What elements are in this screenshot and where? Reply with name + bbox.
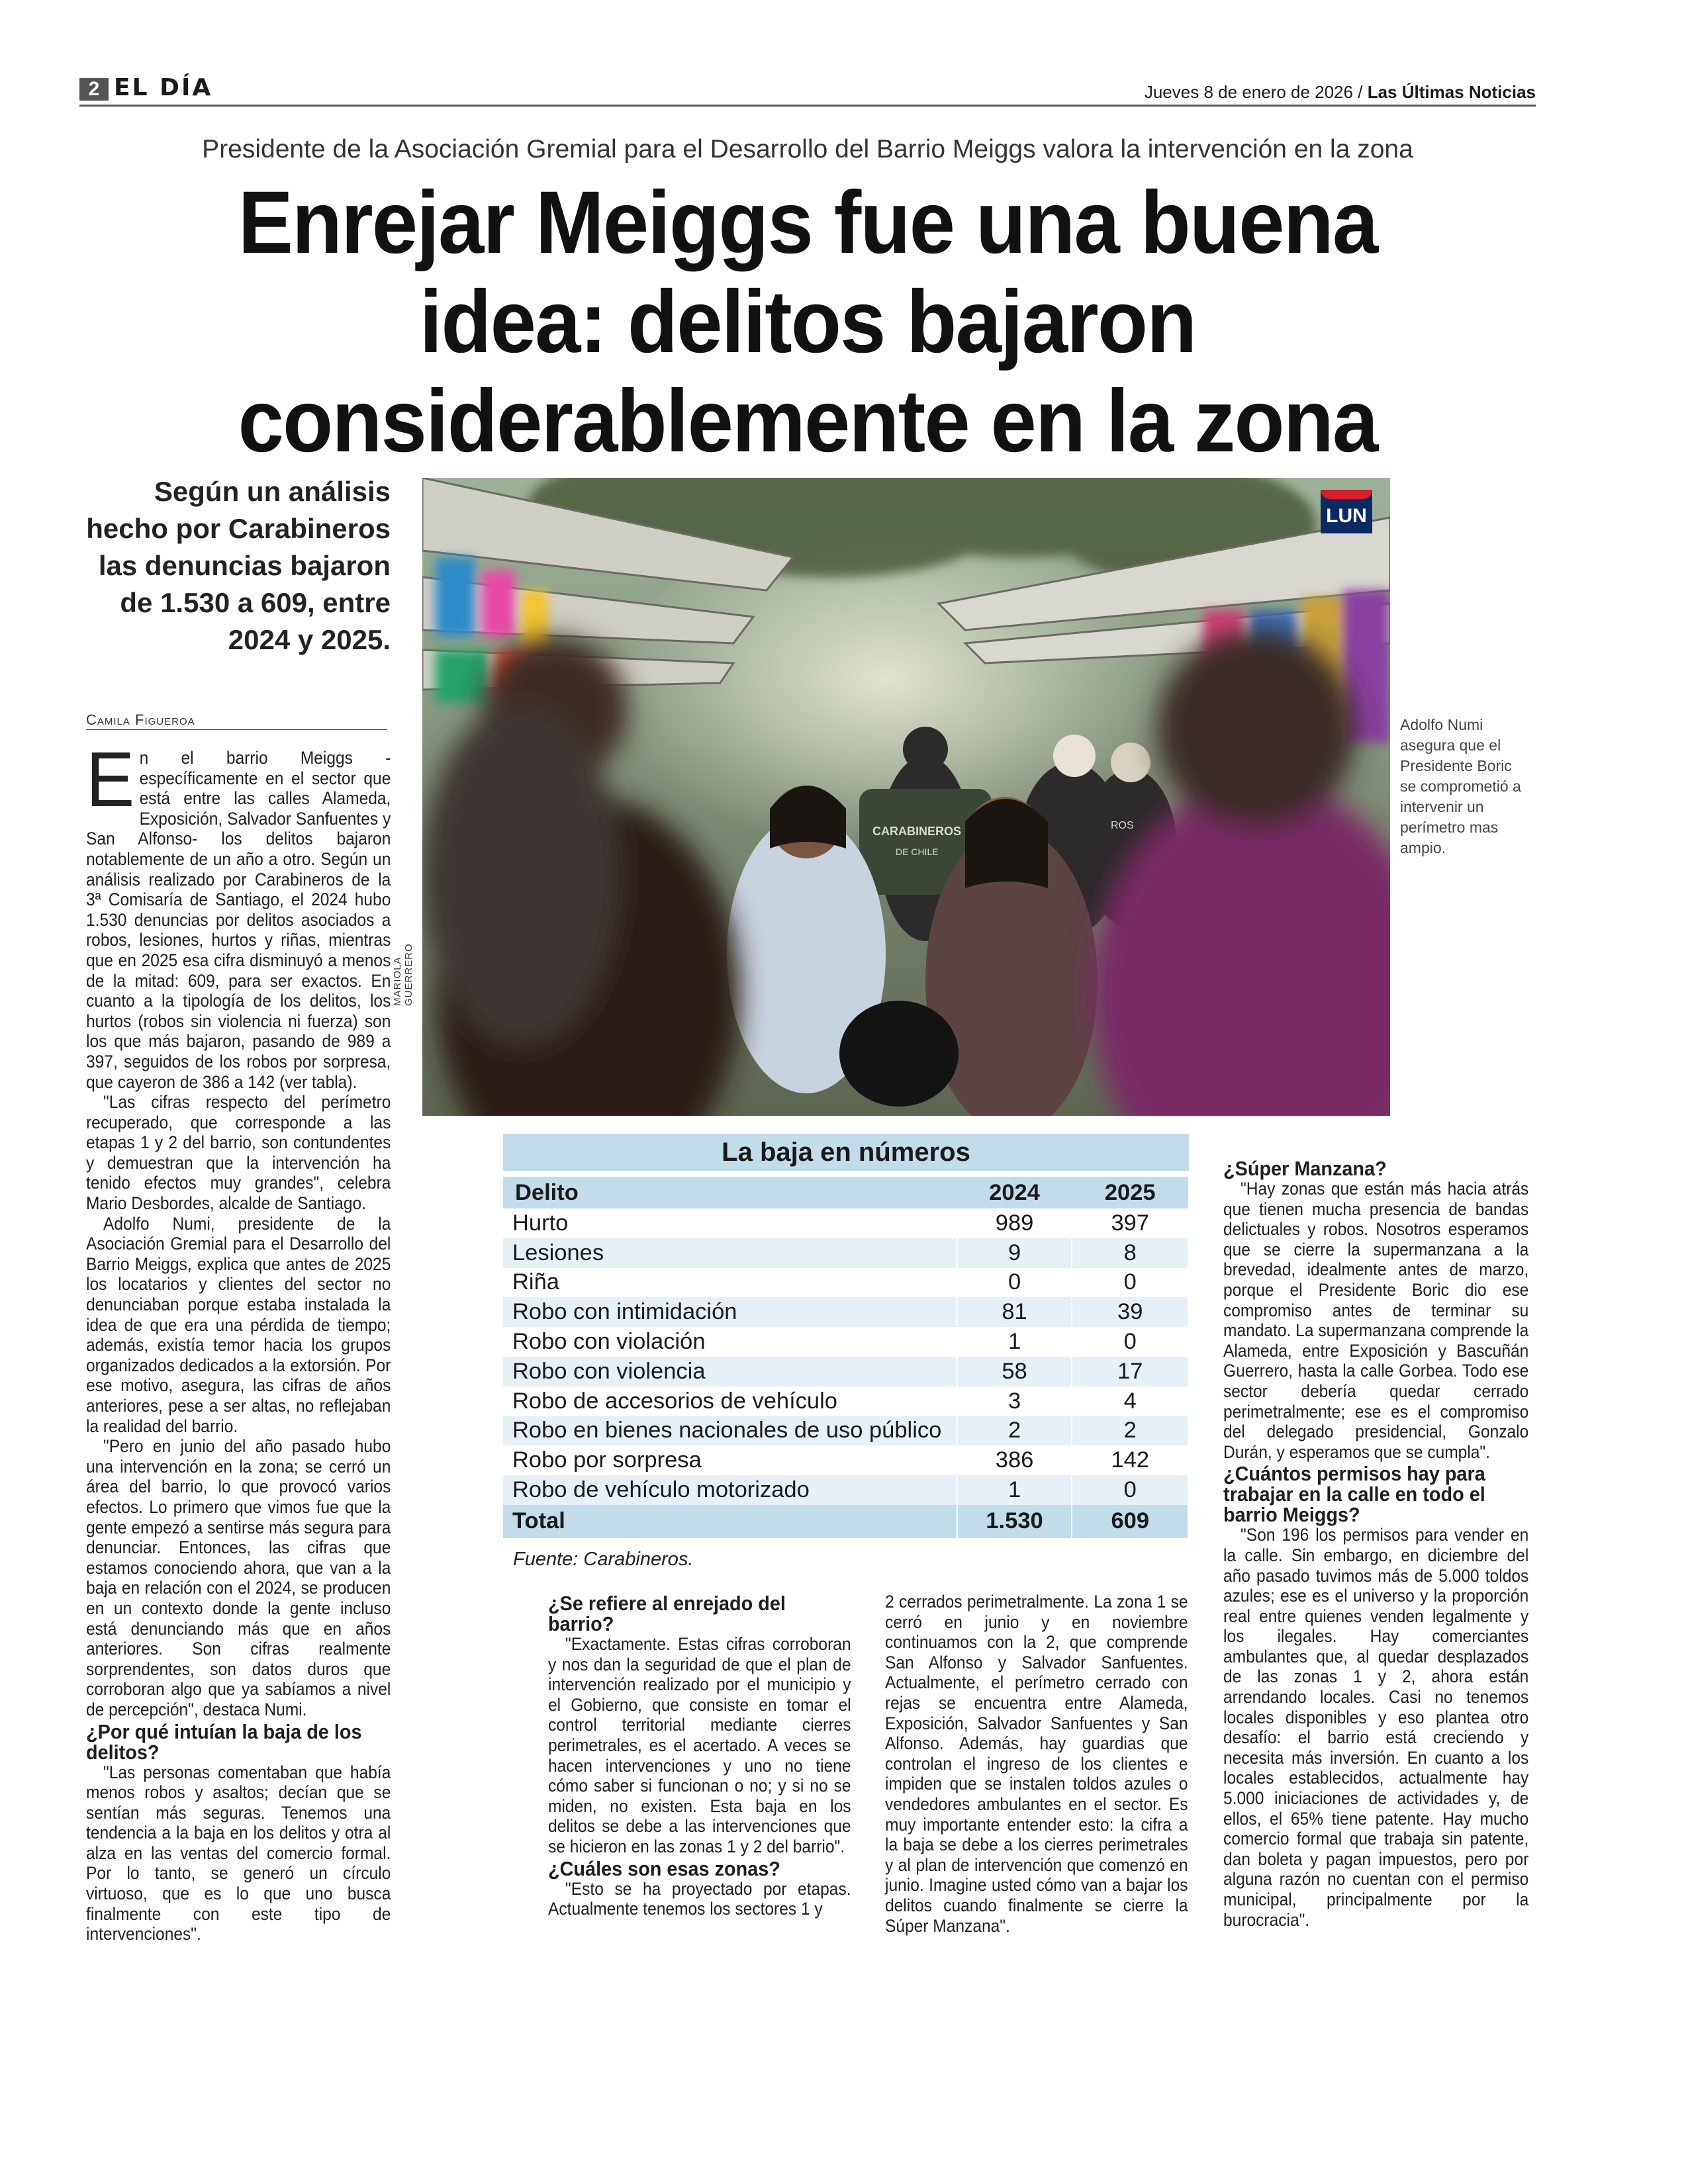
lun-logo [1321, 490, 1372, 533]
article-column-3 [885, 1592, 1188, 1936]
article-column-4 [1223, 1157, 1528, 1930]
column-header: 2024 [957, 1177, 1072, 1208]
table-cell-2025: 4 [1072, 1387, 1188, 1416]
vest-label: CARABINEROS [872, 825, 962, 838]
column-header: 2025 [1072, 1177, 1188, 1208]
article-paragraph: "Exactamente. Estas cifras corroboran y nos dan la seguridad de que el plan de intervención realizado por el municipio y el Gobierno, que consiste en tomar el control territorial mediante cierres perimetrales, es el acertado. A veces se hacen intervenciones y uno no tiene cómo saber si funcionan o no; y si no se miden, no existen. Esta baja en los delitos se debe a las intervenciones que se hicieron en las zonas 1 y 2 del barrio". [548, 1634, 851, 1856]
page-number: 2 [79, 78, 109, 101]
article-paragraph: "Las personas comentaban que había menos robos y asaltos; decían que se sentían más seguras. Tenemos una tendencia a la baja en los delitos y otra al alza en las ventas del comercio formal. Por lo tanto, se generó un círculo virtuoso, que es lo que uno busca finalmente con este tipo de intervenciones". [86, 1762, 391, 1944]
table-cell-2024: 1 [957, 1475, 1072, 1505]
article-headline: Enrejar Meiggs fue una buena idea: delitos bajaron considerablemente en la zona [238, 173, 1378, 471]
article-dek: Según un análisis hecho por Carabineros las denuncias bajaron de 1.530 a 609, entre 2024 y 2025. [86, 476, 391, 655]
table-cell-2025: 0 [1072, 1327, 1188, 1357]
table-row [503, 1445, 1188, 1475]
crime-stats-table [503, 1177, 1189, 1538]
table-title: La baja en números [503, 1134, 1189, 1171]
publication-name: Las Últimas Noticias [1367, 82, 1536, 102]
table-source: Fuente: Carabineros. [513, 1549, 694, 1570]
table-row [503, 1297, 1188, 1327]
table-cell-2024: 1 [957, 1327, 1072, 1357]
article-paragraph: "Son 196 los permisos para vender en la calle. Sin embargo, en diciembre del año pasado tuvimos más de 5.000 toldos azules; ese es el universo y la proporción real entre quienes venden legalmente y los ilegales. Hay comerciantes ambulantes que, al quedar desplazados de las zonas 1 y 2, ahora están arrendando locales. Casi no tenemos locales disponibles y eso plantea otro desafío: el barrio está creciendo y necesita más inversión. En cuanto a los locales establecidos, actualmente hay 5.000 iniciaciones de actividades y, de ellos, el 65% tiene patente. Hay mucho comercio formal que trabaja sin patente, dan boleta y pagan impuestos, pero por alguna razón no cuentan con el permiso municipal, principalmente por la burocracia". [1223, 1525, 1529, 1930]
table-cell-2025: 39 [1072, 1297, 1188, 1327]
article-column-1 [86, 736, 391, 1944]
table-row [503, 1357, 1188, 1387]
byline [86, 711, 195, 729]
interview-question: ¿Cuáles son esas zonas? [548, 1856, 780, 1880]
table-row [503, 1208, 1188, 1238]
table-cell-crime: Robo en bienes nacionales de uso público [503, 1416, 957, 1446]
table-row [503, 1238, 1188, 1268]
header-dateline [1059, 82, 1536, 103]
table-cell-crime: Robo con violación [503, 1327, 957, 1357]
market-photo [422, 478, 1390, 1116]
table-total-value: 609 [1072, 1505, 1188, 1538]
article-paragraph: Adolfo Numi, presidente de la Asociación Gremial para el Desarrollo del Barrio Meiggs, explica que antes de 2025 los locatarios y clientes del sector no denunciaban porque estaba instalada la idea de que era una pérdida de tiempo; además, existía temor hacia los grupos organizados dedicados a la extorsión. Por ese motivo, asegura, las cifras de años anteriores, pese a ser altas, no reflejaban la realidad del barrio. [86, 1213, 391, 1436]
byline-rule [86, 729, 387, 730]
table-cell-crime: Lesiones [503, 1238, 957, 1268]
table-header-row [503, 1177, 1188, 1208]
article-kicker: Presidente de la Asociación Gremial para el Desarrollo del Barrio Meiggs valora la intervención en la zona [202, 135, 1413, 163]
table-cell-crime: Hurto [503, 1208, 957, 1238]
table-row [503, 1387, 1188, 1416]
table-cell-2024: 2 [957, 1416, 1072, 1446]
table-cell-crime: Robo con intimidación [503, 1297, 957, 1327]
interview-question: ¿Por qué intuían la baja de los delitos? [86, 1719, 362, 1764]
column-header: Delito [503, 1177, 957, 1208]
header-separator: / [1358, 82, 1363, 102]
table-row [503, 1268, 1188, 1298]
table-cell-2025: 0 [1072, 1475, 1188, 1505]
photo-caption: Adolfo Numi asegura que el Presidente Boric se comprometió a intervenir un perímetro mas ampio. [1400, 716, 1521, 856]
interview-question: ¿Se refiere al enrejado del barrio? [548, 1592, 786, 1635]
table-cell-2025: 2 [1072, 1416, 1188, 1446]
table-cell-2024: 3 [957, 1387, 1072, 1416]
header-date: Jueves 8 de enero de 2026 [1144, 82, 1353, 102]
table-cell-2025: 397 [1072, 1208, 1188, 1238]
article-column-2 [548, 1592, 851, 1919]
market-scene-illustration [422, 478, 1390, 1116]
interview-question: ¿Súper Manzana? [1223, 1157, 1387, 1180]
table-cell-2024: 9 [957, 1238, 1072, 1268]
lun-logo-red-bar [1321, 490, 1372, 499]
lun-logo-text: LUN [1326, 505, 1367, 527]
table-cell-2025: 0 [1072, 1268, 1188, 1298]
vest-label: DE CHILE [896, 846, 939, 857]
table-cell-crime: Robo de vehículo motorizado [503, 1475, 957, 1505]
article-paragraph: 2 cerrados perimetralmente. La zona 1 se cerró en junio y en noviembre continuamos con la 2, que comprende San Alfonso y Salvador Sanfuentes. Actualmente, el perímetro cerrado con rejas se encuentra entre Alameda, Exposición, Salvador Sanfuentes y San Alfonso. Además, hay guardias que controlan el ingreso de los clientes e impiden que se instalen toldos azules o vendedores ambulantes en el sector. Es muy importante entender esto: la cifra a la baja se debe a los cierres perimetrales y al plan de intervención que comenzó en junio. Imagine usted cómo van a bajar los delitos cuando finalmente se cierre la Súper Manzana". [885, 1592, 1188, 1936]
table-row [503, 1475, 1188, 1505]
table-total-value: 1.530 [957, 1505, 1072, 1538]
table-row [503, 1416, 1188, 1446]
table-cell-crime: Robo por sorpresa [503, 1445, 957, 1475]
table-cell-2024: 386 [957, 1445, 1072, 1475]
table-row [503, 1327, 1188, 1357]
table-total-row [503, 1505, 1188, 1538]
table-cell-crime: Robo de accesorios de vehículo [503, 1387, 957, 1416]
article-paragraph: "Las cifras respecto del perímetro recuperado, que corresponde a las etapas 1 y 2 del barrio, son contundentes y demuestran que la intervención ha tenido efectos muy grandes", celebra Mario Desbordes, alcalde de Santiago. [86, 1092, 391, 1214]
article-paragraph: n el barrio Meiggs -específicamente en el sector que está entre las calles Alameda, Exposición, Salvador Sanfuentes y San Alfonso- los delitos bajaron notablemente de un año a otro. Según un análisis realizado por Carabineros de la 3ª Comisaría de Santiago, el 2024 hubo 1.530 denuncias por delitos asociados a robos, lesiones, hurtos y riñas, mientras que en 2025 esa cifra disminuyó a menos de la mitad: 609, para ser exactos. En cuanto a la tipología de los delitos, los hurtos (robos sin violencia ni fuerza) son los que más bajaron, pasando de 989 a 397, seguidos de los robos por sorpresa, que cayeron de 386 a 142 (ver tabla). [86, 748, 391, 1092]
table-cell-2024: 0 [957, 1268, 1072, 1298]
vest-label: ROS [1111, 820, 1134, 831]
header-rule [79, 105, 1536, 107]
table-cell-crime: Riña [503, 1268, 957, 1298]
drop-cap: E [86, 736, 135, 823]
table-total-label: Total [503, 1505, 957, 1538]
table-cell-2025: 142 [1072, 1445, 1188, 1475]
table-cell-2024: 58 [957, 1357, 1072, 1387]
byline-name: Camila Figueroa [86, 711, 195, 728]
table-cell-2025: 8 [1072, 1238, 1188, 1268]
article-paragraph: "Pero en junio del año pasado hubo una intervención en la zona; se cerró un área del barrio, lo que provocó varios efectos. Lo primero que vimos fue que la gente empezó a sentirse más segura para denunciar. Entonces, las cifras que estamos conociendo ahora, que van a la baja en relación con el 2024, se producen en un contexto donde la gente incluso está denunciando más que en años anteriores. Son cifras realmente sorprendentes, son datos duros que corroboran algo que ya sabíamos a nivel de percepción", destaca Numi. [86, 1436, 391, 1719]
section-label: EL DÍA [114, 74, 213, 101]
table-cell-2024: 81 [957, 1297, 1072, 1327]
table-cell-crime: Robo con violencia [503, 1357, 957, 1387]
article-paragraph: "Hay zonas que están más hacia atrás que tienen mucha presencia de bandas delictuales y robos. Nosotros esperamos que se cierre la supermanzana a la brevedad, idealmente antes de marzo, porque el Presidente Boric dio ese compromiso antes de terminar su mandato. La supermanzana comprende la Alameda, entre Exposición y Bascuñán Guerrero, hasta la calle Gorbea. Todo ese sector debería quedar cerrado perimetralmente; ese es el compromiso del delegado presidencial, Gonzalo Durán, y esperamos que se cumpla". [1223, 1179, 1529, 1462]
article-paragraph: "Esto se ha proyectado por etapas. Actualmente tenemos los sectores 1 y [548, 1878, 851, 1919]
table-cell-2024: 989 [957, 1208, 1072, 1238]
interview-question: ¿Cuántos permisos hay para trabajar en la calle en todo el barrio Meiggs? [1223, 1462, 1485, 1527]
photo-credit: MARIOLA GUERRERO [392, 943, 414, 1006]
table-cell-2025: 17 [1072, 1357, 1188, 1387]
